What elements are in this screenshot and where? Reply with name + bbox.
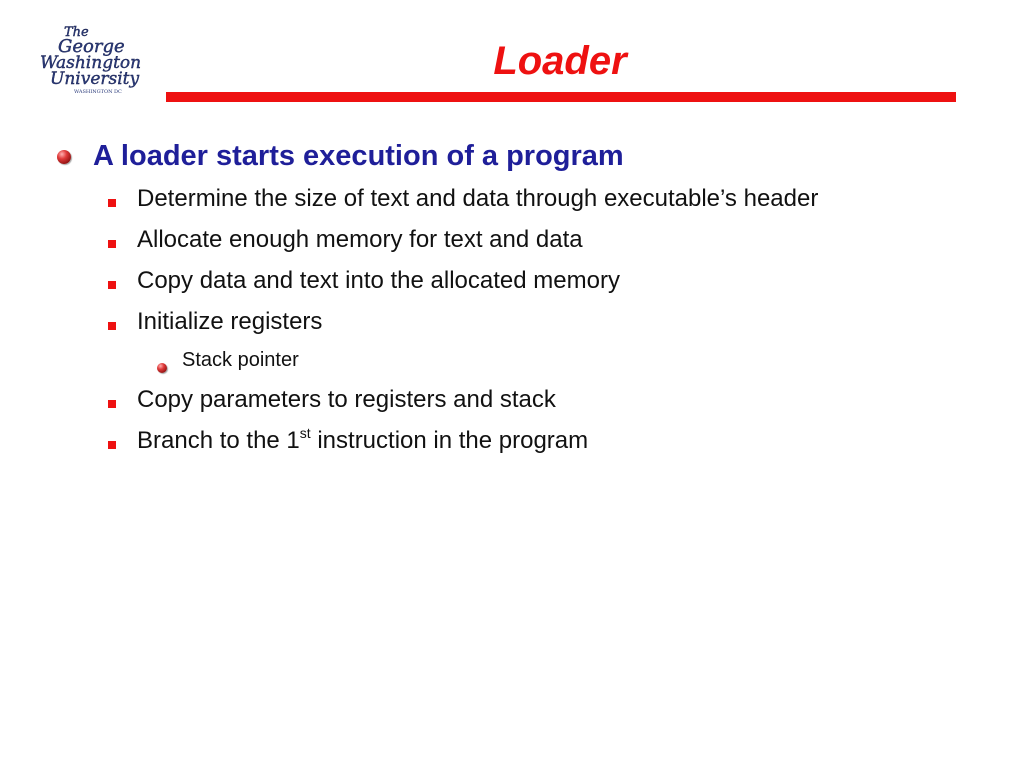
logo-line-the: The [64, 25, 89, 40]
sub-bullet-4: Initialize registers [137, 308, 323, 335]
logo-line-university: University [50, 69, 140, 89]
sub-bullet-6 [137, 426, 588, 456]
sub-bullet-6-after: instruction in the program [310, 427, 589, 454]
logo-line-washington: Washington [40, 53, 142, 73]
university-logo [40, 22, 166, 98]
title-underline [166, 92, 956, 102]
square-bullet-icon [108, 322, 116, 330]
sub-bullet-1: Determine the size of text and data through executable’s header [137, 185, 819, 212]
square-bullet-icon [108, 240, 116, 248]
square-bullet-icon [108, 199, 116, 207]
ball-bullet-icon [57, 150, 71, 164]
nested-bullet: Stack pointer [182, 349, 299, 371]
ordinal-suffix: st [299, 425, 311, 441]
small-ball-bullet-icon [157, 363, 167, 373]
square-bullet-icon [108, 441, 116, 449]
logo-line-george: George [58, 36, 125, 57]
sub-bullet-3: Copy data and text into the allocated memory [137, 267, 620, 294]
slide-title: Loader [493, 39, 627, 83]
sub-bullet-5: Copy parameters to registers and stack [137, 386, 556, 413]
square-bullet-icon [108, 400, 116, 408]
sub-bullet-6-before: Branch to the 1 [137, 427, 300, 454]
square-bullet-icon [108, 281, 116, 289]
sub-bullet-2: Allocate enough memory for text and data [137, 226, 583, 253]
logo-line-washington-dc: WASHINGTON DC [74, 89, 122, 95]
main-bullet-text: A loader starts execution of a program [93, 140, 624, 172]
